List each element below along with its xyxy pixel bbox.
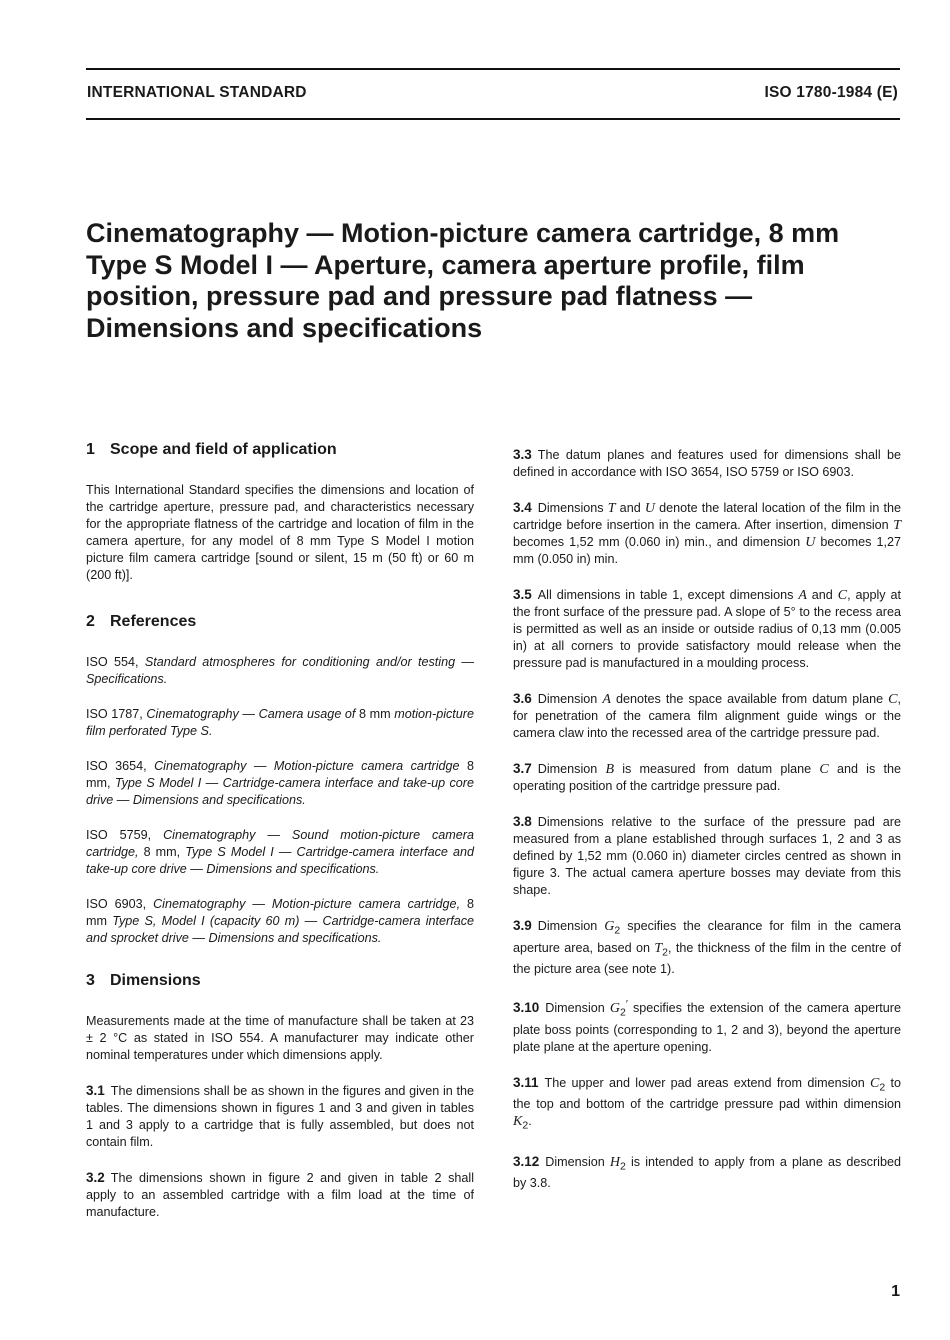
- clause-3-4: 3.4 Dimensions T and U denote the lateral location of the film in the cartridge before insertion in the camera. After insertion, dimension T becomes 1,52 mm (0.060 in) min., and dimension U becomes 1,27 mm (0.050 in) min.: [513, 500, 901, 566]
- section-1-text: This International Standard specifies the dimensions and location of the cartridge aperture, pressure pad, and characteristics necessary for the appropriate flatness of the cartridge and location of film in the camera aperture, for any model of 8 mm Type S Model I motion picture film camera cartridge [sound or silent, 15 m (50 ft) or 60 m (200 ft)].: [86, 483, 474, 582]
- clause-3-8: 3.8 Dimensions relative to the surface of the pressure pad are measured from a plane established through surfaces 1, 2 and 3 as defined by 1,52 mm (0.060 in) diameter circles centred as shown in figure 3. The actual camera aperture bosses may deviate from this shape.: [513, 814, 901, 897]
- right-column: [513, 446, 901, 1210]
- clause-3-2: 3.2 The dimensions shown in figure 2 and given in table 2 shall apply to an assembled cartridge with a film load at the time of manufacture.: [86, 1170, 474, 1219]
- page-number: 1: [891, 1283, 900, 1300]
- section-2-heading: 2 References: [86, 613, 197, 630]
- reference-iso-554: ISO 554, Standard atmospheres for conditioning and/or testing — Specifications.: [86, 655, 474, 686]
- section-3-intro: Measurements made at the time of manufacture shall be taken at 23 ± 2 °C as stated in ISO 554. A manufacturer may indicate other nominal temperatures under which dimensions apply.: [86, 1014, 474, 1062]
- reference-iso-5759: ISO 5759, Cinematography — Sound motion-picture camera cartridge, 8 mm, Type S Model I — Cartridge-camera interface and take-up core drive — Dimensions and specifications.: [86, 828, 474, 876]
- section-3-heading: 3 Dimensions: [86, 972, 201, 989]
- clause-3-6: 3.6 Dimension A denotes the space available from datum plane C, for penetration of the camera film alignment guide wings or the camera claw into the recessed area of the cartridge pressure pad.: [513, 691, 901, 740]
- clause-3-11: 3.11 The upper and lower pad areas extend from dimension $C_2$ to the top and bottom of the cartridge pressure pad within dimension $K_2$.: [513, 1074, 901, 1132]
- header-top-rule: [86, 68, 900, 70]
- reference-iso-3654: ISO 3654, Cinematography — Motion-picture camera cartridge 8 mm, Type S Model I — Cartridge-camera interface and take-up core drive — Dimensions and specifications.: [86, 759, 475, 807]
- reference-iso-6903: ISO 6903, Cinematography — Motion-picture camera cartridge, 8 mm Type S, Model I (capacity 60 m) — Cartridge-camera interface and sprocket drive — Dimensions and specifications.: [86, 897, 475, 945]
- clause-3-5: 3.5 All dimensions in table 1, except dimensions A and C, apply at the front surface of the pressure pad. A slope of 5° to the recess area is permitted as well as an inside or outside radius of 0,13 mm (0.005 in) at all corners to provide satisfactory mould release when the pressure pad is manufactured in a moulding process.: [513, 587, 902, 670]
- clause-3-7: 3.7 Dimension B is measured from datum plane C and is the operating position of the cartridge pressure pad.: [513, 761, 901, 793]
- header-bottom-rule: [86, 118, 900, 120]
- left-column: [86, 440, 474, 1239]
- section-1-heading: 1 Scope and field of application: [86, 441, 337, 458]
- header-left: INTERNATIONAL STANDARD: [87, 84, 307, 101]
- clause-3-1: 3.1 The dimensions shall be as shown in the figures and given in the tables. The dimensions shown in figures 1 and 3 and given in tables 1 and 3 apply to a cartridge that is fully assembled, but does not contain film.: [86, 1083, 474, 1149]
- clause-3-9: 3.9 Dimension $G_2$ specifies the clearance for film in the camera aperture area, based on $T_2$, the thickness of the film in the centre of the picture area (see note 1).: [513, 918, 902, 977]
- document-title: Cinematography — Motion-picture camera cartridge, 8 mm Type S Model I — Aperture, camera aperture profile, film position, pressure pad and pressure pad flatness — Dimensions and specifications: [86, 218, 840, 343]
- clause-3-10: 3.10 Dimension $G_2'$ specifies the extension of the camera aperture plate boss points (corresponding to 1, 2 and 3), beyond the aperture plate plane at the aperture opening.: [513, 998, 901, 1054]
- header-right: ISO 1780-1984 (E): [764, 84, 898, 101]
- clause-3-3: 3.3 The datum planes and features used for dimensions shall be defined in accordance with ISO 3654, ISO 5759 or ISO 6903.: [513, 447, 901, 479]
- clause-3-12: 3.12 Dimension $H_2$ is intended to apply from a plane as described by 3.8.: [513, 1153, 901, 1191]
- reference-iso-1787: ISO 1787, Cinematography — Camera usage of 8 mm motion-picture film perforated Type S.: [86, 707, 474, 738]
